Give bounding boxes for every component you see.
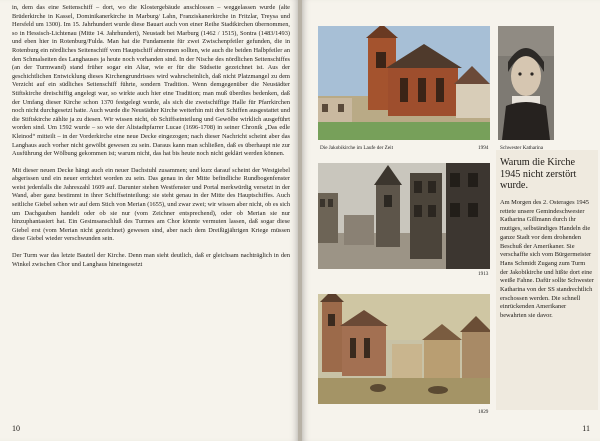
page-number-right: 11 [582, 424, 590, 433]
photo-year: 1829 [478, 409, 489, 415]
left-page [0, 0, 298, 441]
paragraph: Mit dieser neuen Decke hängt auch ein neuer Dachstuhl zusammen; und kurz darauf scheint der Westgiebel abgerissen und ein neuer errichtet worden zu sein. Das genau in der Mitte befindliche Rundbogenfenster weist jedenfalls die Jahreszahl 1609 auf. Darunter stehen Westfenster und Portal merkwürdig versetzt in der Wand, aber ganz bestimmt in ihrer Schiffseinteilung: sie steht genau in der Mitte des Hauptschiffes. Auch seitliche Giebel sehen wir auf dem Stich von Merian (1655), und zwar zwei; wir wissen aber nicht, ob es sich um Dachgauben handelt oder ob sie nur (vom Zeichner entsprechend), oder ob Merian sie nur hinzuphantasiert hat. Ein Gesimsanschluß des Turmes am Chor könnte vermuten lassen, daß sogar diese Giebel erst (vom Merian nicht gezeichnet) gewesen sind, aber nach dem Dreißigjährigen Kriege müssen diese Giebel wieder verschwunden sein. [12, 166, 290, 243]
left-page-text [12, 4, 290, 277]
page-number-left: 10 [12, 424, 20, 433]
church-painting-1829 [318, 294, 490, 404]
church-photo-1994 [318, 26, 490, 140]
portrait-caption: Schwester Katharina [500, 145, 544, 151]
photo-caption: Die Jakobikirche im Laufe der Zeit [320, 145, 394, 151]
section-body: Am Morgen des 2. Osterages 1945 rettete unsere Gemindeschwester Katharina Gillmann durch ihr mutiges, selbständiges Handeln die ganze Stadt vor dem drohenden Beschuß der Amerikaner. Sie verschaffte sich vom Bürgermeister Hans Schmidt Zugang zum Turm der Jakobikirche und hißte dort eine weiße Fahne. Dafür sollte Schwester Katharina von der SS standrechtlich erschossen werden. Die schnell einrückenden Amerikaner bewahrten sie davor. [500, 199, 594, 320]
photo-year: 1913 [478, 271, 489, 277]
photo-year: 1994 [478, 145, 489, 151]
portrait-photo [498, 26, 554, 140]
church-photo-1913 [318, 163, 490, 269]
paragraph: Der Turm war das letzte Bauteil der Kirche. Denn man sieht deutlich, daß er gleichsam nachträglich in den Winkel zwischen Chor und Langhaus hineingesetzt [12, 252, 290, 268]
section-heading: Warum die Kirche 1945 nicht zerstört wurde. [500, 157, 577, 191]
paragraph: in, dem das eine Seitenschiff – dort, wo die Klostergebäude anschlossen – weggelassen wurde (alte Brüderkirche in Kassel, Dominikanerkirche in Marburg/ Lahn, Franziskanerkirche in Fritzlar, Treysa und Hersfeld um 1300). Im 15. Jahrhundert wurde diese Bauart auch von einer Reihe Stadtkirchen übernommen, so in Hessisch-Lichtenau (Mitte 14. Jahrhundert), Neustadt bei Marburg (1462 / 1515), Sontra (1483/1493) und eben hier in Rotenburg/Fulda. Man hat die Fundamente für zwei Zwischenpfeiler gefunden, die in Rotenburg ein nördliches Seitenschiff vom Hauptschiff abtrennen sollten, wie auch die beiden Halbpfeiler an den Schmalseiten des Langhauses ja heute noch vorhanden sind. In der Nische des nördlichen Seitenschiffes (an der Turmwand) stand früher sogar ein Altar, wie er für die Südseite gezeichnet ist. Aus der geschichtlichen Entwicklung dieses Kirchengrundrisses wird wahrscheinlich, daß nicht Platzmangel zu dem Verzicht auf ein südliches Seitenschiff führte, sondern Tradition. Wenn demgegenüber die Neustädter Stiftskirche dreischiffig angelegt war, so wirkte auch hier eine Tradition; man muß überdies bedenken, daß der Umfang dieser Kirche schon 1370 festgelegt wurde, als sich die zweischiffige Halle für Pfarrkirchen noch nicht durchgesetzt hatte. Auch wurde die Neustädter Kirche weiterhin mit drei Schiffen ausgestattet und die Stiftskirche zählte ja zu diesen. Wir wissen nicht, ob Schiffseinteilung und Gewölbe wirklich ausgeführt worden sind. Um 1592 wurde – so wie der Altstadtpfarrer Lucae (1696-1708) in seiner Chronik „Das edle Kleinod“ mitteilt – in der Vorderkirche eine neue Decke eingezogen; nach dieser Nachricht scheint aber das Langhaus auch vorher nicht gewölbt gewesen zu sein. Daraus kann man schließen, daß es überhaupt nie zur Ausführung der Wölbung gekommen ist; warum nicht, das hat bis heute noch nicht geklärt werden können. [12, 4, 290, 158]
